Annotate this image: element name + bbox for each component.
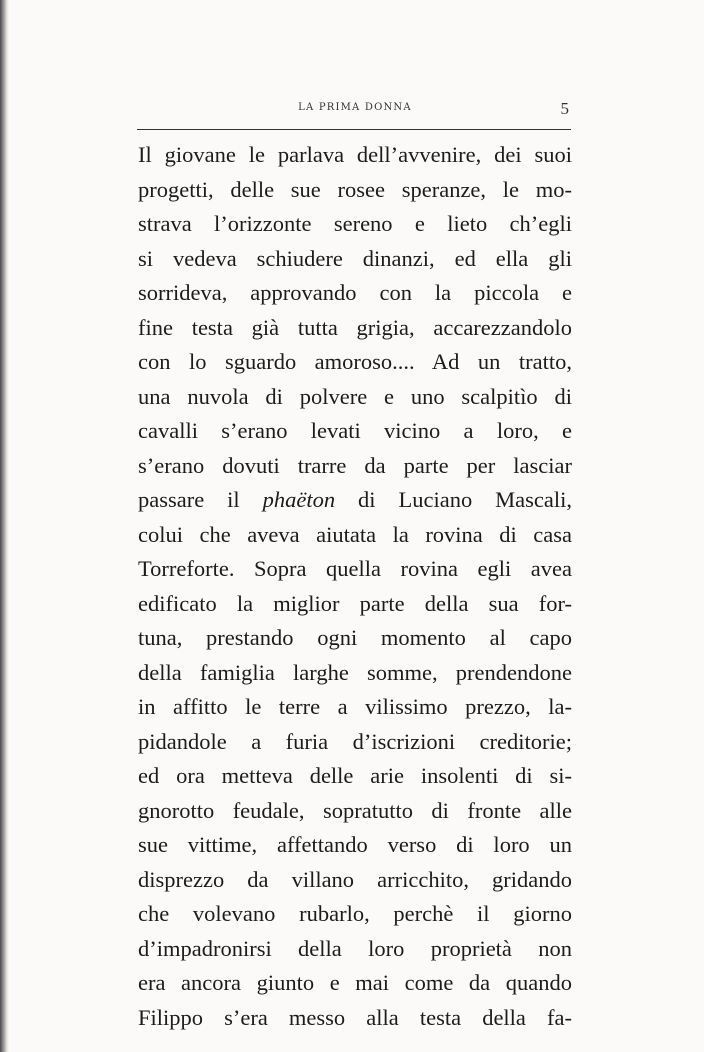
running-head	[137, 100, 573, 126]
text-line: ed ora metteva delle arie insolenti di si-	[138, 763, 572, 788]
page-number: 5	[560, 99, 569, 118]
text-line: Il giovane le parlava dell’avvenire, dei suoi	[138, 142, 572, 167]
body-text	[138, 138, 572, 1035]
text-line-with-italic	[138, 483, 572, 518]
text-line: colui che aveva aiutata la rovina di casa	[138, 521, 572, 547]
text-line: gnorotto feudale, sopratutto di fronte alle	[138, 797, 572, 823]
text-line: era ancora giunto e mai come da quando	[138, 970, 572, 995]
italic-word: phaëton	[262, 487, 336, 512]
text-line: Filippo s’era messo alla testa della fa-	[138, 1004, 572, 1030]
text-segment: passare il	[138, 487, 263, 512]
text-line: cavalli s’erano levati vicino a loro, e	[138, 418, 572, 443]
text-line: una nuvola di polvere e uno scalpitìo di	[138, 383, 572, 409]
text-line: sorrideva, approvando con la piccola e	[138, 280, 572, 305]
text-line: Torreforte. Sopra quella rovina egli avea	[138, 556, 572, 581]
text-line: con lo sguardo amoroso.... Ad un tratto,	[138, 349, 572, 374]
text-line: tuna, prestando ogni momento al capo	[138, 625, 572, 650]
text-line: strava l’orizzonte sereno e lieto ch’egli	[138, 211, 572, 236]
text-line: della famiglia larghe somme, prendendone	[138, 659, 572, 685]
text-line: pidandole a furia d’iscrizioni creditorie;	[138, 728, 572, 754]
page-gutter-shadow	[0, 0, 9, 1052]
text-line: disprezzo da villano arricchito, gridando	[138, 866, 572, 892]
header-rule	[137, 129, 571, 130]
text-line: progetti, delle sue rosee speranze, le mo-	[138, 176, 572, 202]
text-line: s’erano dovuti trarre da parte per lasciar	[138, 452, 572, 478]
text-line: edificato la miglior parte della sua for-	[138, 590, 572, 616]
text-line: d’impadronirsi della loro proprietà non	[138, 935, 572, 961]
text-segment: di Luciano Mascali,	[335, 487, 573, 512]
text-line: sue vittime, affettando verso di loro un	[138, 832, 572, 857]
text-line: fine testa già tutta grigia, accarezzandolo	[138, 314, 572, 340]
text-line: in affitto le terre a vilissimo prezzo, la-	[138, 694, 572, 719]
text-line: si vedeva schiudere dinanzi, ed ella gli	[138, 245, 572, 271]
text-line: che volevano rubarlo, perchè il giorno	[138, 901, 572, 926]
running-title: LA PRIMA DONNA	[298, 102, 412, 113]
